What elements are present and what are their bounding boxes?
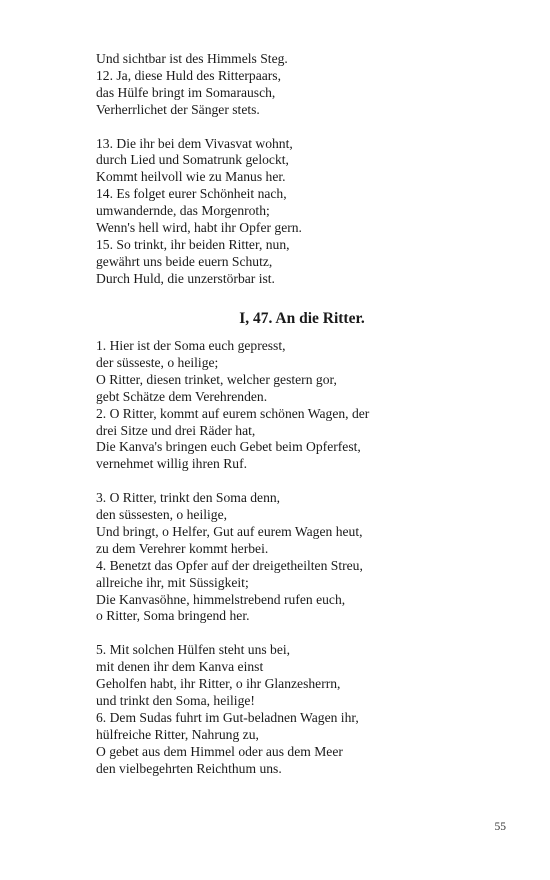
verse-line: mit denen ihr dem Kanva einst [96,659,264,675]
verse-line: hülfreiche Ritter, Nahrung zu, [96,726,259,742]
stanza-1 [96,338,516,473]
verse-line: 4. Benetzt das Opfer auf der dreigetheilten Streu, [96,557,363,573]
stanza-gap [96,119,516,136]
stanza-continued-2 [96,136,516,288]
verse-line: das Hülfe bringt im Somarausch, [96,84,276,100]
verse-line: gebt Schätze dem Verehrenden. [96,388,268,404]
verse-line: 1. Hier ist der Soma euch gepresst, [96,338,286,353]
verse-line: Und sichtbar ist des Himmels Steg. [96,51,288,66]
page-number: 55 [494,821,506,833]
verse-line: Durch Huld, die unzerstörbar ist. [96,270,275,286]
verse-line: gewährt uns beide euern Schutz, [96,253,273,269]
verse-line: Kommt heilvoll wie zu Manus her. [96,169,286,185]
verse-line: O gebet aus dem Himmel oder aus dem Meer [96,743,343,759]
verse-line: Die Kanvasöhne, himmelstrebend rufen euch, [96,591,346,607]
stanza-gap [96,473,516,490]
verse-line: 6. Dem Sudas fuhrt im Gut-beladnen Wagen ihr, [96,709,359,725]
verse-line: 12. Ja, diese Huld des Ritterpaars, [96,67,281,83]
stanza-3 [96,642,516,777]
verse-line: den vielbegehrten Reichthum uns. [96,760,282,776]
verse-line: 14. Es folget eurer Schönheit nach, [96,186,287,202]
stanza-gap [96,625,516,642]
verse-line: 3. O Ritter, trinkt den Soma denn, [96,490,281,506]
verse-line: 13. Die ihr bei dem Vivasvat wohnt, [96,135,293,151]
verse-line: o Ritter, Soma bringend her. [96,608,250,624]
verse-line: Verherrlichet der Sänger stets. [96,101,260,117]
verse-line: Und bringt, o Helfer, Gut auf eurem Wagen heut, [96,523,363,539]
hymn-text [96,338,516,778]
hymn-heading: I, 47. An die Ritter. [239,310,365,327]
verse-line: zu dem Verehrer kommt herbei. [96,540,269,556]
verse-line: Die Kanva's bringen euch Gebet beim Opferfest, [96,439,361,455]
continued-hymn-text [96,51,516,288]
verse-line: durch Lied und Somatrunk gelockt, [96,152,289,168]
verse-line: allreiche ihr, mit Süssigkeit; [96,574,249,590]
verse-line: Wenn's hell wird, habt ihr Opfer gern. [96,220,302,236]
verse-line: Geholfen habt, ihr Ritter, o ihr Glanzesherrn, [96,676,341,692]
verse-line: 15. So trinkt, ihr beiden Ritter, nun, [96,236,290,252]
stanza-2 [96,490,516,625]
verse-line: O Ritter, diesen trinket, welcher gestern gor, [96,371,337,387]
verse-line: 2. O Ritter, kommt auf eurem schönen Wagen, der [96,405,370,421]
verse-line: drei Sitze und drei Räder hat, [96,422,256,438]
verse-line: den süssesten, o heilige, [96,507,228,523]
verse-line: der süsseste, o heilige; [96,354,219,370]
verse-line: 5. Mit solchen Hülfen steht uns bei, [96,642,291,658]
verse-line: und trinkt den Soma, heilige! [96,693,255,708]
verse-line: vernehmet willig ihren Ruf. [96,456,248,472]
verse-line: umwandernde, das Morgenroth; [96,203,270,219]
stanza-continued-1 [96,51,516,119]
